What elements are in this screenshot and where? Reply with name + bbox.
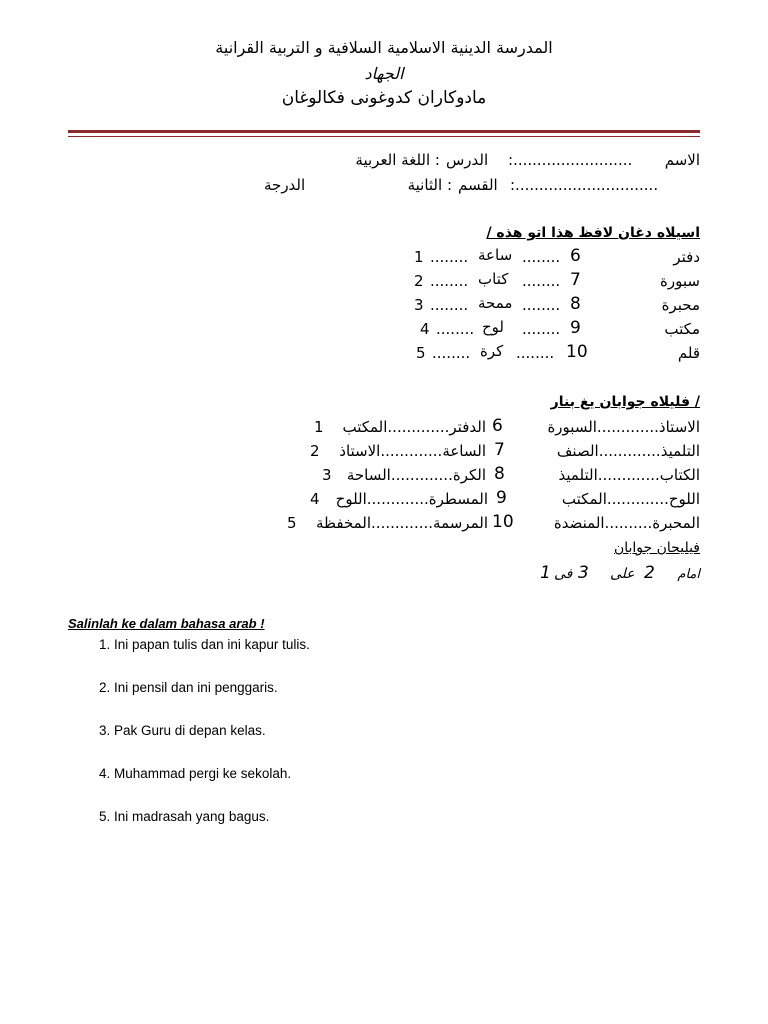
answer-word-1: امام <box>677 567 700 582</box>
list-item: 3. Pak Guru di depan kelas. <box>114 722 310 765</box>
class-field-dots: :.............................. <box>510 176 659 194</box>
s1-num-b: 4 <box>420 320 430 338</box>
answer-word-2: على <box>610 566 635 582</box>
s2-col-b: المرسمة.............المخفظة <box>316 514 488 532</box>
section3-title: Salinlah ke dalam bahasa arab ! <box>68 616 265 631</box>
subject-label: الدرس <box>446 151 489 169</box>
answer-num-3: 1 <box>540 563 551 583</box>
answer-num-2: 3 <box>578 563 589 583</box>
s1-dots-a: ........ <box>522 272 561 290</box>
s1-dots-b: ........ <box>432 344 471 362</box>
section1-title: اسيلاه دغان لافظ هذا اتو هذه / <box>486 225 700 241</box>
list-item: 4. Muhammad pergi ke sekolah. <box>114 765 310 808</box>
s1-word-b: ممحة <box>478 294 513 312</box>
list-item: 5. Ini madrasah yang bagus. <box>114 808 310 851</box>
grade-label: الدرجة <box>264 176 306 194</box>
s1-dots-a: ........ <box>522 296 561 314</box>
s1-num-a: 10 <box>566 342 588 362</box>
name-label: الاسم <box>664 151 700 169</box>
s1-num-a: 8 <box>570 294 581 314</box>
s2-col-b: الدفتر.............المكتب <box>342 418 486 436</box>
s2-num-end: 5 <box>287 514 297 532</box>
s1-dots-b: ........ <box>430 296 469 314</box>
s2-col-b: المسطرة.............اللوح <box>335 490 488 508</box>
s1-num-b: 1 <box>414 248 424 266</box>
s2-col-a: المحبرة..........المنضدة <box>553 514 700 532</box>
s2-num-mid: 10 <box>492 512 514 532</box>
subject-value: : اللغة العربية <box>355 151 440 169</box>
s1-word-b: لوح <box>482 318 505 336</box>
s2-num-end: 3 <box>322 466 332 484</box>
s1-num-b: 2 <box>414 272 424 290</box>
school-location: مادوكاران كدوغونى فكالوغان <box>281 88 487 108</box>
s1-num-a: 7 <box>570 270 581 290</box>
s2-num-end: 2 <box>310 442 320 460</box>
s1-word-b: كتاب <box>478 270 509 288</box>
s2-num-mid: 9 <box>496 488 507 508</box>
s2-num-mid: 6 <box>492 416 503 436</box>
answer-word-3: فى <box>554 566 573 582</box>
s1-num-b: 5 <box>416 344 426 362</box>
s1-word-a: سبورة <box>660 272 700 290</box>
s1-word-a: دفتر <box>673 248 700 266</box>
class-label: القسم <box>458 176 498 194</box>
s1-word-a: محبرة <box>661 296 700 314</box>
school-name: المدرسة الدينية الاسلامية السلافية و التربية القرانية <box>215 38 553 57</box>
s1-dots-a: ........ <box>522 248 561 266</box>
s1-word-a: مكتب <box>664 320 700 338</box>
s1-word-a: قلم <box>677 344 700 362</box>
s1-num-b: 3 <box>414 296 424 314</box>
s1-word-b: كرة <box>480 342 504 360</box>
s1-dots-a: ........ <box>522 320 561 338</box>
s2-col-a: الاستاذ.............السبورة <box>547 418 700 436</box>
s2-col-a: التلميذ.............الصنف <box>556 442 700 460</box>
s2-num-end: 1 <box>314 418 324 436</box>
s2-num-end: 4 <box>310 490 320 508</box>
answer-num-1: 2 <box>644 563 655 583</box>
class-value: : الثانية <box>407 176 452 194</box>
s2-col-b: الكرة.............الساحة <box>346 466 486 484</box>
s2-col-b: الساعة.............الاستاذ <box>339 442 486 460</box>
s1-dots-a: ........ <box>516 344 555 362</box>
s1-dots-b: ........ <box>436 320 475 338</box>
school-subtitle: الجهاد <box>364 64 404 83</box>
s2-col-a: اللوح.............المكتب <box>561 490 700 508</box>
s2-col-a: الكتاب.............التلميذ <box>558 466 700 484</box>
s1-dots-b: ........ <box>430 272 469 290</box>
s1-num-a: 6 <box>570 246 581 266</box>
answer-choices-heading: فيليحان جوابان <box>613 540 700 556</box>
list-item: 2. Ini pensil dan ini penggaris. <box>114 679 310 722</box>
s1-dots-b: ........ <box>430 248 469 266</box>
section2-title: / فليلاه جوابان يغ بنار <box>550 394 700 410</box>
name-field-dots: :......................... <box>508 151 633 169</box>
list-item: 1. Ini papan tulis dan ini kapur tulis. <box>114 636 310 679</box>
header-divider-thin <box>68 136 700 137</box>
translation-list <box>90 636 310 851</box>
s1-word-b: ساعة <box>478 246 513 264</box>
s2-num-mid: 7 <box>494 440 505 460</box>
header-divider-thick <box>68 130 700 133</box>
s1-num-a: 9 <box>570 318 581 338</box>
s2-num-mid: 8 <box>494 464 505 484</box>
